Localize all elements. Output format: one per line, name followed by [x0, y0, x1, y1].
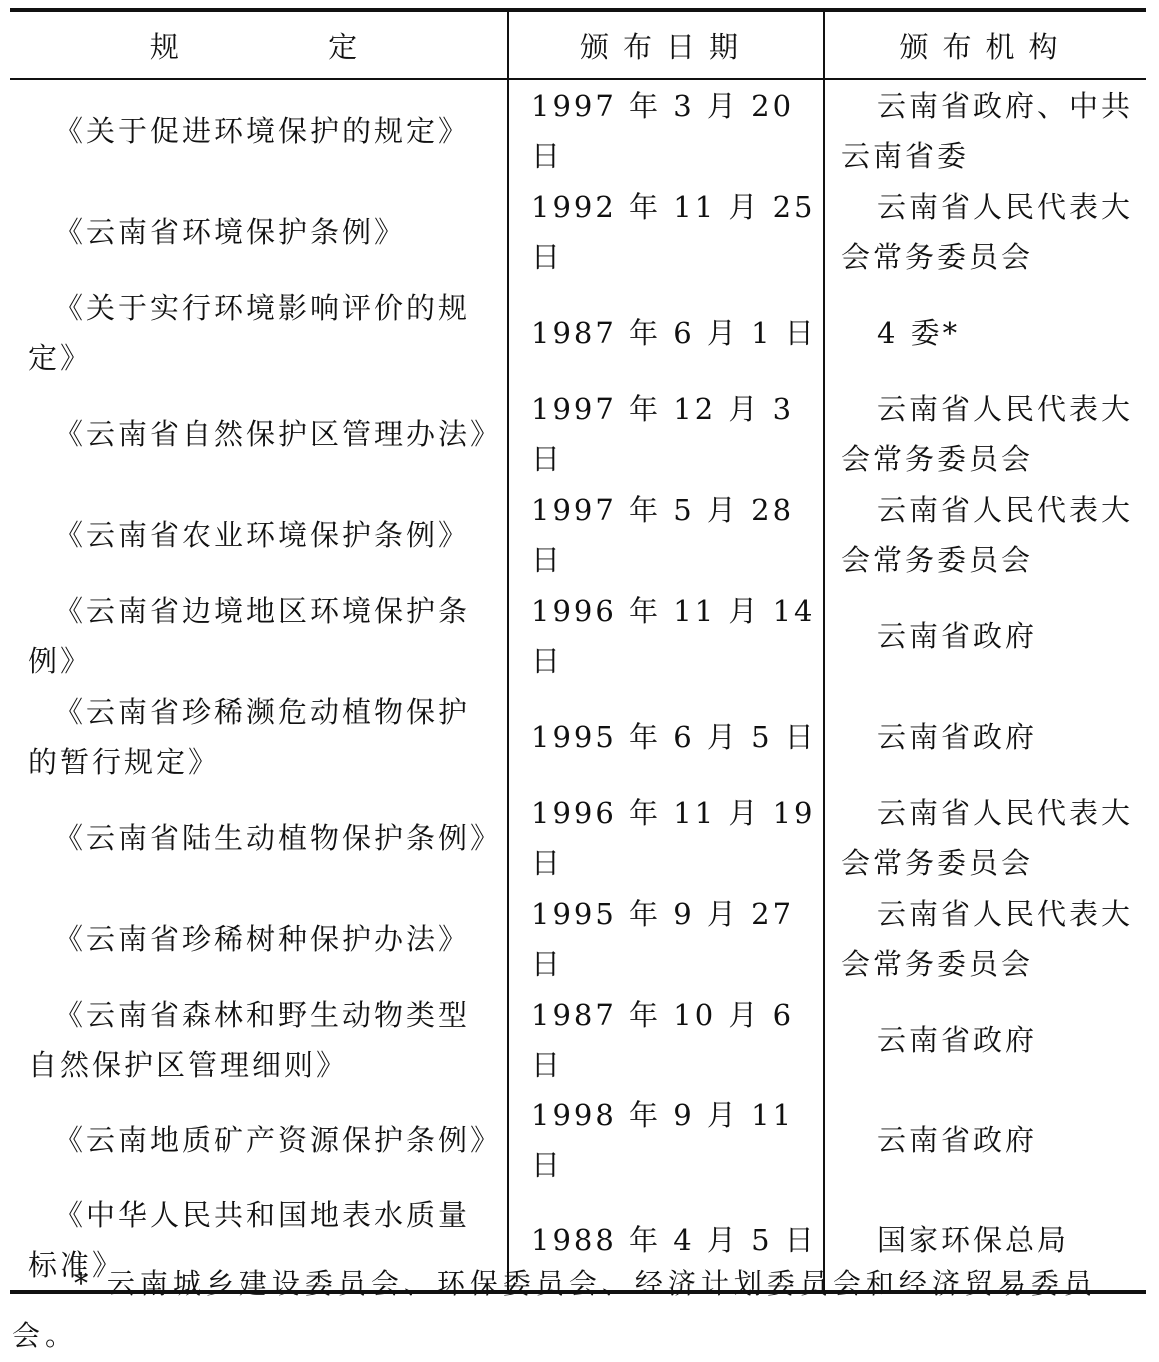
issuing-agency: 云南省人民代表大会常务委员会: [824, 383, 1146, 484]
table-header-row: [10, 10, 1146, 79]
regulation-name: 《中华人民共和国地表水质量标准》: [28, 1198, 471, 1282]
table-row: [10, 1090, 1146, 1190]
issuing-agency: 云南省政府、中共云南省委: [824, 79, 1146, 181]
issuing-agency: 云南省人民代表大会常务委员会: [824, 888, 1146, 989]
issue-date: 1997 年 5 月 28 日: [508, 484, 824, 585]
issuing-agency: 云南省政府: [824, 585, 1146, 686]
regulation-name: 《云南地质矿产资源保护条例》: [54, 1123, 503, 1157]
issuing-agency: 4 委*: [824, 282, 1146, 383]
regulation-name: 《云南省珍稀濒危动植物保护的暂行规定》: [28, 694, 471, 779]
table-row: [10, 686, 1146, 787]
regulation-name: 《关于实行环境影响评价的规定》: [28, 290, 471, 375]
regulations-table: [10, 8, 1146, 1294]
issuing-agency: 云南省人民代表大会常务委员会: [824, 787, 1146, 888]
regulation-name: 《云南省陆生动植物保护条例》: [54, 820, 503, 855]
issuing-agency: 云南省政府: [824, 1090, 1146, 1190]
table-row: [10, 383, 1146, 484]
issuing-agency: 云南省政府: [824, 989, 1146, 1090]
issue-date: 1997 年 12 月 3 日: [508, 383, 824, 484]
header-regulation: 规 定: [10, 10, 508, 79]
issue-date: 1996 年 11 月 14 日: [508, 585, 824, 686]
regulation-name: 《云南省边境地区环境保护条例》: [28, 593, 471, 678]
table-footnote: * 云南城乡建设委员会、环保委员会、经济计划委员会和经济贸易委员会。: [12, 1267, 1097, 1352]
issue-date: 1987 年 6 月 1 日: [508, 282, 824, 383]
regulation-name: 《云南省自然保护区管理办法》: [54, 416, 503, 451]
regulation-name: 《关于促进环境保护的规定》: [54, 113, 471, 148]
table-row: [10, 888, 1146, 989]
issue-date: 1995 年 6 月 5 日: [508, 686, 824, 787]
issue-date: 1996 年 11 月 19 日: [508, 787, 824, 888]
table-row: [10, 585, 1146, 686]
issuing-agency: 云南省人民代表大会常务委员会: [824, 484, 1146, 585]
table-row: [10, 484, 1146, 585]
table-row: [10, 79, 1146, 181]
header-date: 颁布日期: [508, 10, 824, 79]
regulation-name: 《云南省森林和野生动物类型自然保护区管理细则》: [28, 997, 471, 1082]
issue-date: 1997 年 3 月 20 日: [508, 79, 824, 181]
issuing-agency: 云南省政府: [824, 686, 1146, 787]
table-row: [10, 989, 1146, 1090]
issue-date: 1987 年 10 月 6 日: [508, 989, 824, 1090]
header-agency: 颁布机构: [824, 10, 1146, 79]
issue-date: 1995 年 9 月 27 日: [508, 888, 824, 989]
issuing-agency: 国家环保总局: [824, 1190, 1146, 1292]
regulation-name: 《云南省农业环境保护条例》: [54, 517, 471, 552]
regulation-name: 《云南省环境保护条例》: [54, 214, 407, 249]
issue-date: 1998 年 9 月 11 日: [508, 1090, 824, 1190]
issue-date: 1992 年 11 月 25 日: [508, 181, 824, 282]
issuing-agency: 云南省人民代表大会常务委员会: [824, 181, 1146, 282]
table-row: [10, 282, 1146, 383]
table-row: [10, 181, 1146, 282]
issue-date: 1988 年 4 月 5 日: [508, 1190, 824, 1292]
regulation-name: 《云南省珍稀树种保护办法》: [54, 921, 471, 956]
table-row: [10, 787, 1146, 888]
